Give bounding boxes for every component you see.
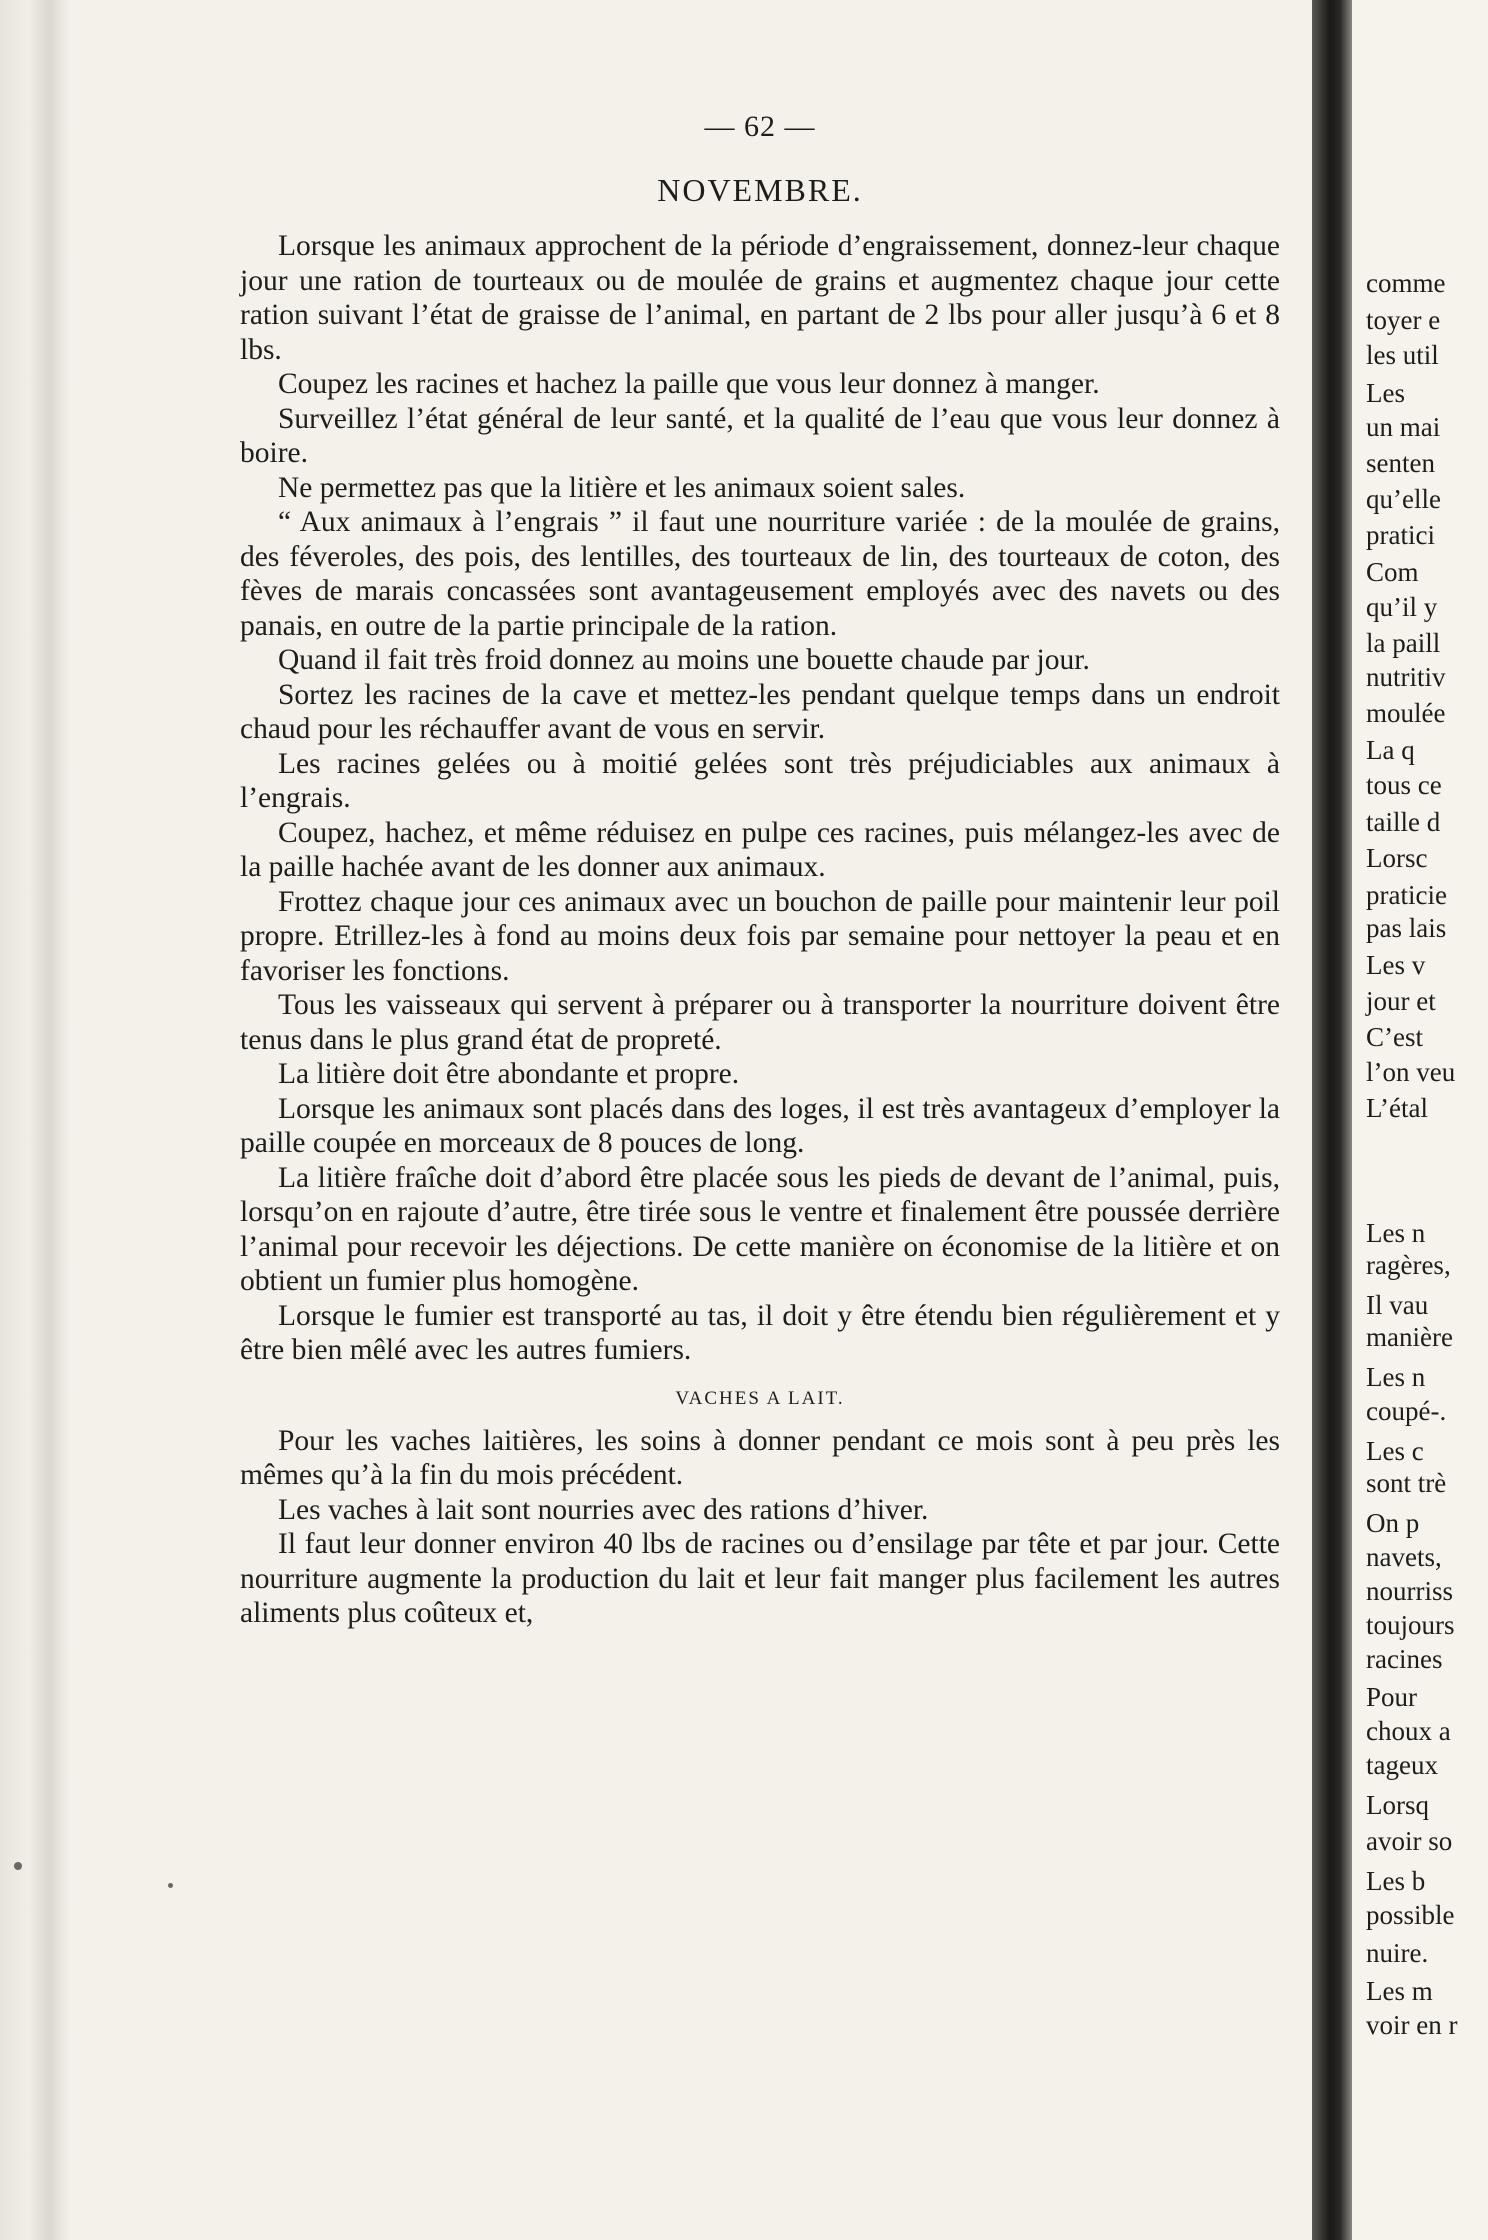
right-page-line: jour et: [1366, 986, 1436, 1016]
paragraph: Surveillez l’état général de leur santé, et la qualité de l’eau que vous leur donnez à boire.: [240, 402, 1280, 469]
left-page: [240, 110, 1280, 1631]
right-page-line: les util: [1366, 340, 1439, 370]
paragraph: Les vaches à lait sont nourries avec des rations d’hiver.: [278, 1493, 929, 1526]
right-page-line: praticie: [1366, 880, 1447, 910]
right-page-fragment: [1352, 0, 1488, 2240]
right-page-line: Les v: [1366, 950, 1426, 980]
right-page-line: tous ce: [1366, 770, 1442, 800]
right-page-line: ragères,: [1366, 1250, 1451, 1280]
paragraph: Les racines gelées ou à moitié gelées sont très préjudiciables aux animaux à l’engrais.: [240, 747, 1280, 814]
right-page-line: Pour: [1366, 1682, 1418, 1712]
paragraph: La litière fraîche doit d’abord être placée sous les pieds de devant de l’animal, puis, lorsqu’on en rajoute d’autre, être tirée sous le ventre et finalement être poussée derrière l’animal pour recevoir les déjections. De cette manière on économise de la litière et on obtient un fumier plus homogène.: [240, 1161, 1280, 1297]
paragraph: Ne permettez pas que la litière et les animaux soient sales.: [278, 471, 966, 504]
paragraph: Lorsque les animaux sont placés dans des loges, il est très avantageux d’employer la paille coupée en morceaux de 8 pouces de long.: [240, 1092, 1280, 1159]
right-page-line: pas lais: [1366, 913, 1447, 943]
right-page-line: un mai: [1366, 412, 1441, 442]
paragraph: Pour les vaches laitières, les soins à donner pendant ce mois sont à peu près les mêmes qu’à la fin du mois précédent.: [240, 1424, 1280, 1491]
right-page-line: Les c: [1366, 1436, 1424, 1466]
right-page-line: pratici: [1366, 520, 1435, 550]
right-page-line: manière: [1366, 1322, 1453, 1352]
right-page-line: avoir so: [1366, 1826, 1453, 1856]
scan-speck: [168, 1883, 173, 1888]
right-page-line: Les: [1366, 378, 1405, 408]
scan-edge-left: [0, 0, 70, 2240]
right-page-line: moulée: [1366, 698, 1446, 728]
right-page-line: nuire.: [1366, 1938, 1429, 1968]
right-page-line: racines: [1366, 1644, 1443, 1674]
right-page-line: Lorsq: [1366, 1790, 1429, 1820]
right-page-line: toyer e: [1366, 305, 1441, 335]
page-number: — 62 —: [704, 110, 816, 143]
right-page-line: C’est: [1366, 1022, 1423, 1052]
month-title: NOVEMBRE.: [657, 172, 863, 208]
right-page-line: qu’il y: [1366, 592, 1438, 622]
right-page-line: Il vau: [1366, 1290, 1429, 1320]
right-page-line: sont trè: [1366, 1468, 1447, 1498]
section-body: [240, 1424, 1280, 1631]
paragraph: Tous les vaisseaux qui servent à préparer ou à transporter la nourriture doivent être tenus dans le plus grand état de propreté.: [240, 989, 1280, 1056]
paragraph: Coupez les racines et hachez la paille que vous leur donnez à manger.: [278, 368, 1100, 400]
paragraph: Quand il fait très froid donnez au moins une bouette chaude par jour.: [278, 644, 1090, 676]
right-page-line: toujours: [1366, 1610, 1455, 1640]
right-page-line: Lorsc: [1366, 843, 1428, 873]
paragraph: Lorsque le fumier est transporté au tas, il doit y être étendu bien régulièrement et y être bien mêlé avec les autres fumiers.: [240, 1299, 1280, 1366]
right-page-line: Les b: [1366, 1866, 1426, 1896]
paragraph: Sortez les racines de la cave et mettez-les pendant quelque temps dans un endroit chaud pour les réchauffer avant de vous en servir.: [240, 678, 1280, 745]
right-page-line: l’on veu: [1366, 1057, 1456, 1087]
right-page-line: choux a: [1366, 1716, 1451, 1746]
paragraph: “ Aux animaux à l’engrais ” il faut une nourriture variée : de la moulée de grains, des féveroles, des pois, des lentilles, des tourteaux de lin, des tourteaux de coton, des fèves de marais concassées sont avantageusement employés avec des navets ou des panais, en outre de la partie principale de la ration.: [240, 506, 1280, 642]
paragraph: La litière doit être abondante et propre.: [278, 1058, 740, 1090]
right-page-line: taille d: [1366, 807, 1441, 837]
right-page-line: Les m: [1366, 1976, 1433, 2006]
right-page-line: Les n: [1366, 1218, 1426, 1248]
scan-speck: [14, 1862, 22, 1870]
body-text: [240, 229, 1280, 1368]
right-page-line: Les n: [1366, 1362, 1426, 1392]
paragraph: Coupez, hachez, et même réduisez en pulpe ces racines, puis mélangez-les avec de la paille hachée avant de les donner aux animaux.: [240, 816, 1280, 883]
right-page-line: La q: [1366, 735, 1415, 765]
right-page-line: qu’elle: [1366, 484, 1441, 514]
paragraph: Frottez chaque jour ces animaux avec un bouchon de paille pour maintenir leur poil propre. Etrillez-les à fond au moins deux fois par semaine pour nettoyer la peau et en favoriser les fonctions.: [240, 885, 1280, 987]
paragraph: Lorsque les animaux approchent de la période d’engraissement, donnez-leur chaque jour une ration de tourteaux ou de moulée de grains et augmentez chaque jour cette ration suivant l’état de graisse de l’animal, en partant de 2 lbs pour aller jusqu’à 6 et 8 lbs.: [240, 230, 1280, 366]
paragraph: Il faut leur donner environ 40 lbs de racines ou d’ensilage par tête et par jour. Cette nourriture augmente la production du lait et leur fait manger plus facilement les autres aliments plus coûteux et,: [240, 1528, 1280, 1629]
right-page-line: tageux: [1366, 1750, 1438, 1780]
right-page-line: navets,: [1366, 1542, 1442, 1572]
right-page-line: senten: [1366, 448, 1435, 478]
right-page-line: nourriss: [1366, 1576, 1453, 1606]
right-page-line: comme: [1366, 268, 1446, 298]
right-page-line: coupé-.: [1366, 1396, 1447, 1426]
right-page-line: la paill: [1366, 628, 1441, 658]
section-heading: VACHES A LAIT.: [675, 1387, 845, 1409]
right-page-line: voir en r: [1366, 2010, 1458, 2040]
right-page-line: L’étal: [1366, 1093, 1428, 1123]
right-page-line: On p: [1366, 1508, 1420, 1538]
right-page-line: possible: [1366, 1900, 1455, 1930]
book-gutter: [1312, 0, 1352, 2240]
right-page-line: nutritiv: [1366, 662, 1446, 692]
right-page-line: Com: [1366, 557, 1419, 587]
